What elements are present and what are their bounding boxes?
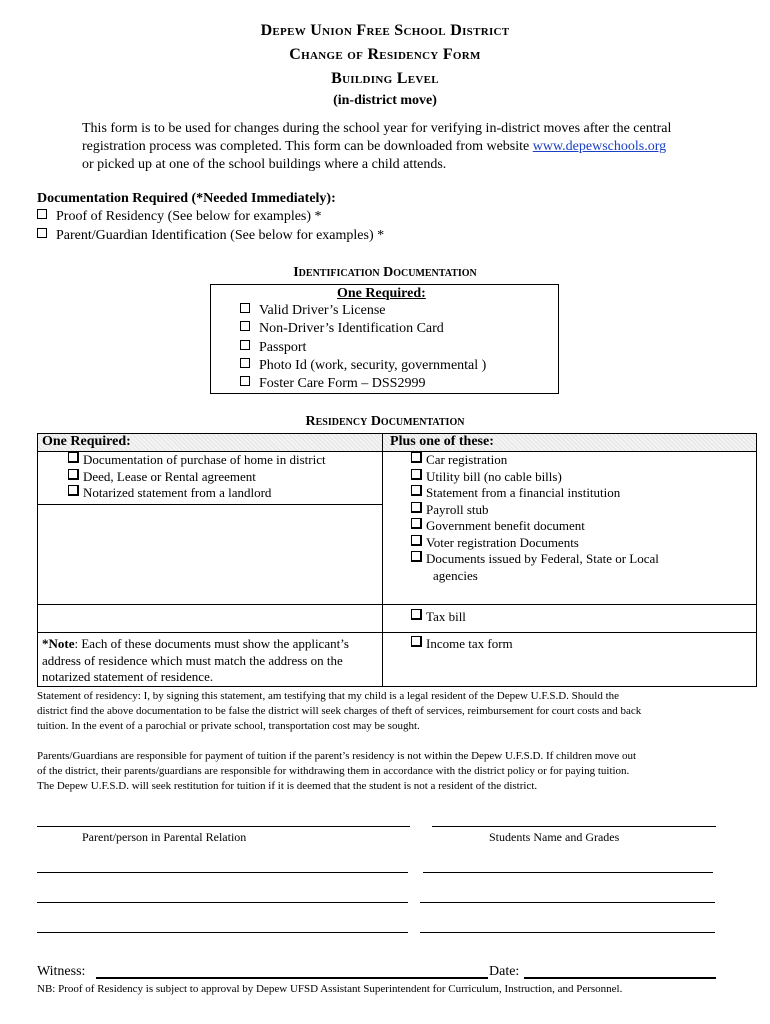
income-tax-cell: [383, 633, 757, 687]
students-signature-line[interactable]: [432, 826, 716, 827]
residency-right-cell: [383, 452, 757, 605]
right-item: [411, 518, 752, 535]
documentation-heading: Documentation Required (*Needed Immediately):: [37, 191, 336, 206]
blank-line-right[interactable]: [423, 872, 713, 873]
checkbox-icon[interactable]: [68, 485, 79, 496]
website-link[interactable]: www.depewschools.org: [532, 139, 667, 154]
right-item: [411, 502, 752, 519]
parent-label: Parent/person in Parental Relation: [82, 830, 247, 844]
left-item: [42, 469, 378, 486]
residency-left-cell: [38, 452, 383, 605]
id-item-label: Valid Driver’s License: [259, 303, 386, 318]
checkbox-icon[interactable]: [411, 551, 422, 562]
right-item-label: Payroll stub: [426, 501, 489, 517]
checkbox-icon[interactable]: [240, 321, 250, 331]
doc-item-label: Proof of Residency (See below for examples) *: [56, 209, 322, 224]
note-line-2: address of residence which must match the address on the: [42, 652, 343, 668]
right-item-label: Utility bill (no cable bills): [426, 468, 562, 484]
note-line-1: [42, 636, 378, 653]
left-item: [42, 485, 378, 502]
residency-right-header: Plus one of these:: [383, 434, 757, 452]
note-line-3: notarized statement of residence.: [42, 669, 214, 684]
right-item-label: Tax bill: [426, 609, 466, 624]
note-cell: [38, 633, 383, 687]
witness-label: Witness:: [37, 964, 86, 979]
right-item: [411, 609, 752, 626]
residency-heading: Residency Documentation: [305, 414, 465, 429]
note-text: : Each of these documents must show the applicant’s: [74, 636, 349, 651]
right-item-label: Voter registration Documents: [426, 534, 579, 550]
doc-item-identification: [37, 228, 384, 244]
identification-heading: Identification Documentation: [293, 265, 477, 280]
doc-item-label: Parent/Guardian Identification (See below for examples) *: [56, 228, 385, 243]
right-item-label: Car registration: [426, 452, 508, 467]
checkbox-icon[interactable]: [240, 376, 250, 386]
footnote: NB: Proof of Residency is subject to approval by Depew UFSD Assistant Superintendent for Curriculum, Instruction, and Personnel.: [37, 983, 623, 995]
left-item: [42, 452, 378, 469]
blank-line-right[interactable]: [420, 902, 715, 903]
note-label: *Note: [42, 636, 75, 651]
right-item: [411, 551, 752, 568]
date-line[interactable]: [524, 977, 716, 979]
statement-line-1: Statement of residency: I, by signing this statement, am testifying that my child is a legal resident of the Depew U.F.S.D. Should the: [37, 690, 620, 702]
checkbox-icon[interactable]: [411, 502, 422, 513]
id-item-label: Passport: [259, 340, 307, 355]
left-item-label: Documentation of purchase of home in district: [83, 452, 326, 467]
id-item: [240, 340, 306, 356]
left-item-label: Deed, Lease or Rental agreement: [83, 468, 256, 484]
blank-line-left[interactable]: [37, 902, 408, 903]
checkbox-icon[interactable]: [411, 518, 422, 529]
id-item: [240, 358, 486, 374]
witness-line[interactable]: [96, 977, 488, 979]
intro-line-3: or picked up at one of the school buildings where a child attends.: [82, 157, 447, 172]
checkbox-icon[interactable]: [68, 452, 79, 463]
blank-line-left[interactable]: [37, 872, 408, 873]
checkbox-icon[interactable]: [411, 609, 422, 620]
subtitle: (in-district move): [333, 93, 437, 108]
right-item: [411, 636, 752, 653]
checkbox-icon[interactable]: [411, 469, 422, 480]
id-item-label: Photo Id (work, security, governmental ): [259, 358, 487, 373]
tuition-line-3: The Depew U.F.S.D. will seek restitution for tuition if it is deemed that the student is not a resident of the district.: [37, 780, 538, 792]
residency-empty-cell: [38, 605, 383, 633]
right-item: [411, 469, 752, 486]
checkbox-icon[interactable]: [411, 452, 422, 463]
intro-line-1: This form is to be used for changes during the school year for verifying in-district moves after the central: [82, 121, 672, 136]
right-item: [411, 452, 752, 469]
tax-bill-cell: [383, 605, 757, 633]
statement-line-2: district find the above documentation to be false the district will seek charges of theft of services, reimbursement for court costs and back: [37, 705, 642, 717]
checkbox-icon[interactable]: [411, 485, 422, 496]
students-label: Students Name and Grades: [489, 830, 620, 844]
tuition-line-2: of the district, their parents/guardians are responsible for withdrawing them in accordance with the district policy or for paying tuition.: [37, 765, 630, 777]
id-item: [240, 321, 444, 337]
level-title: Building Level: [331, 70, 439, 87]
intro-line-2: [82, 139, 666, 155]
parent-signature-line[interactable]: [37, 826, 410, 827]
id-item-label: Non-Driver’s Identification Card: [259, 321, 444, 336]
blank-line-left[interactable]: [37, 932, 408, 933]
checkbox-icon[interactable]: [240, 340, 250, 350]
right-item-label: Statement from a financial institution: [426, 485, 621, 500]
form-title: Change of Residency Form: [289, 46, 481, 63]
id-box-title: One Required:: [337, 286, 426, 301]
right-item-label: Government benefit document: [426, 518, 585, 533]
doc-item-proof: [37, 209, 322, 225]
id-item: [240, 376, 425, 392]
checkbox-icon[interactable]: [411, 535, 422, 546]
left-item-label: Notarized statement from a landlord: [83, 485, 272, 500]
right-item: [411, 535, 752, 552]
checkbox-icon[interactable]: [37, 228, 47, 238]
intro-line-2-text: registration process was completed. This form can be downloaded from website: [82, 139, 533, 154]
right-item-continued: agencies: [433, 567, 478, 583]
checkbox-icon[interactable]: [68, 469, 79, 480]
right-item-label: Income tax form: [426, 636, 513, 651]
checkbox-icon[interactable]: [240, 358, 250, 368]
residency-table: [37, 433, 757, 687]
id-item: [240, 303, 385, 319]
right-item: [411, 485, 752, 502]
right-item-label: Documents issued by Federal, State or Local: [426, 551, 659, 566]
tuition-line-1: Parents/Guardians are responsible for payment of tuition if the parent’s residency is not within the Depew U.F.S.D. If children move out: [37, 750, 637, 762]
residency-left-header: One Required:: [38, 434, 383, 452]
date-label: Date:: [489, 964, 520, 979]
district-title: Depew Union Free School District: [260, 22, 510, 39]
id-item-label: Foster Care Form – DSS2999: [259, 376, 426, 391]
checkbox-icon[interactable]: [411, 636, 422, 647]
checkbox-icon[interactable]: [37, 209, 47, 219]
statement-line-3: tuition. In the event of a parochial or private school, transportation cost may be sought.: [37, 720, 420, 732]
checkbox-icon[interactable]: [240, 303, 250, 313]
blank-line-right[interactable]: [420, 932, 715, 933]
